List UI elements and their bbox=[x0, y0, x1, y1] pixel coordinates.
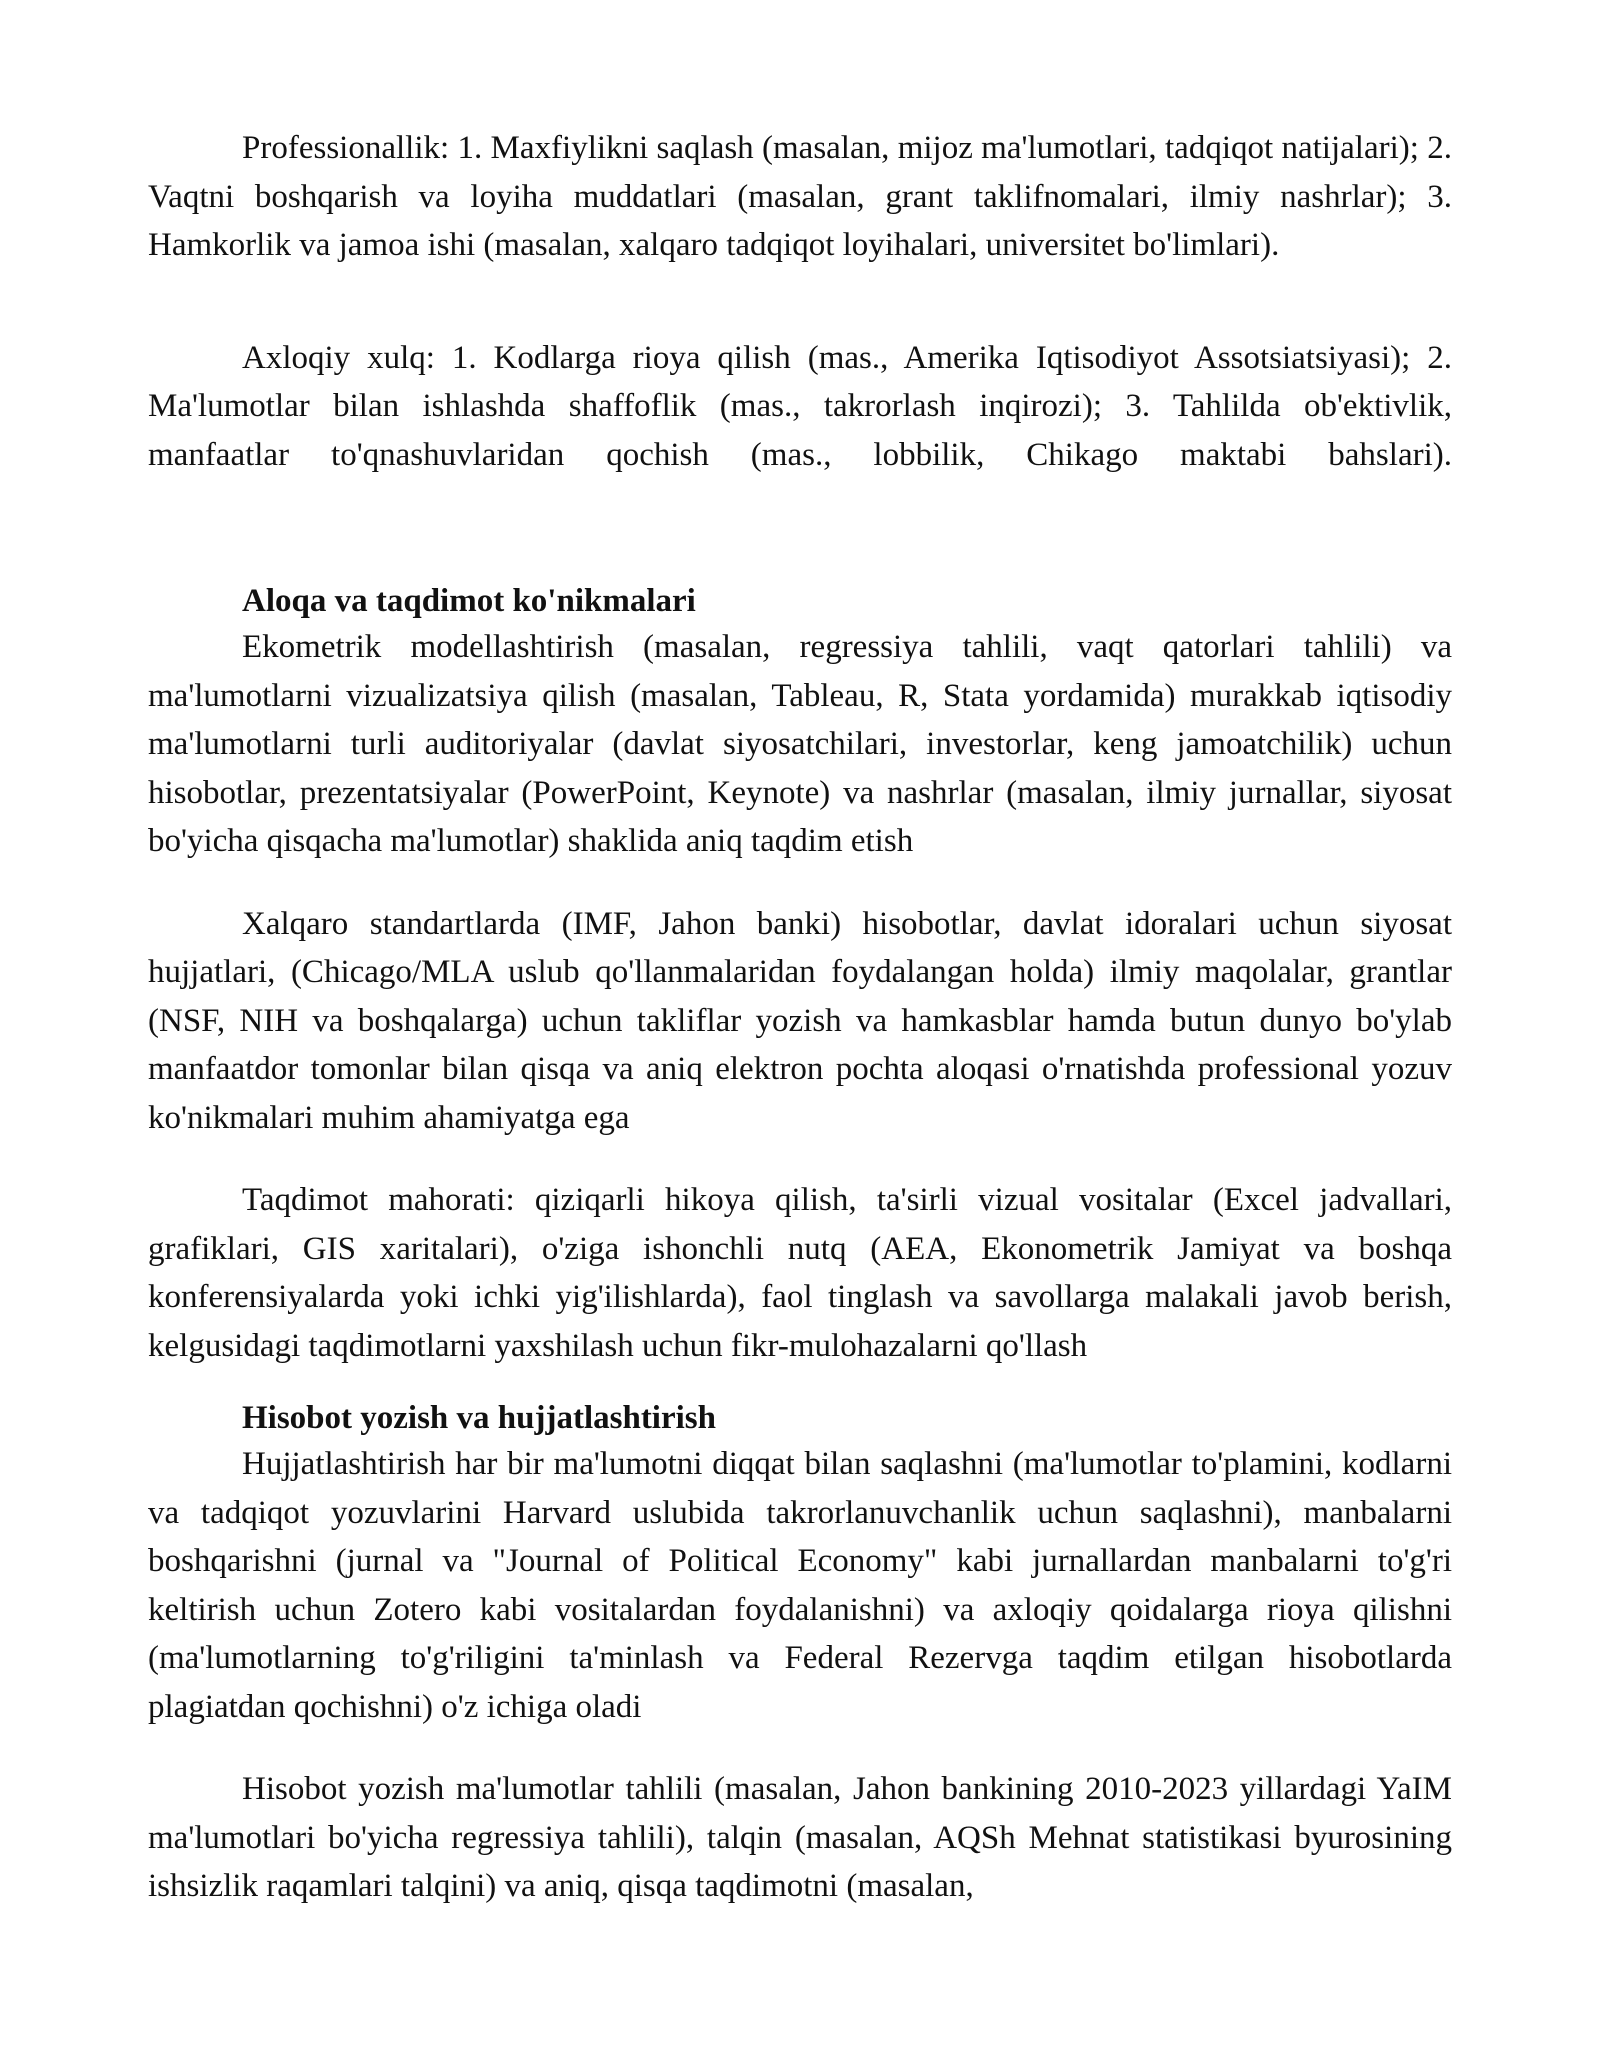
spacer bbox=[148, 1142, 1452, 1176]
spacer bbox=[148, 866, 1452, 900]
spacer bbox=[148, 1731, 1452, 1765]
paragraph-communication-econometrics: Ekometrik modellashtirish (masalan, regressiya tahlili, vaqt qatorlari tahlili) va ma'lumotlarni vizualizatsiya qilish (masalan, Tableau, R, Stata yordamida) murakkab iqtisodiy ma'lumotlarni turli auditoriyalar (davlat siyosatchilari, investorlar, keng jamoatchilik) uchun hisobotlar, prezentatsiyalar (PowerPoint, Keynote) va nashrlar (masalan, ilmiy jurnallar, siyosat bo'yicha qisqacha ma'lumotlar) shaklida aniq taqdim etish bbox=[148, 629, 1452, 859]
spacer bbox=[148, 270, 1452, 334]
document-body bbox=[148, 124, 1452, 1911]
paragraph-reporting-documentation: Hujjatlashtirish har bir ma'lumotni diqqat bilan saqlashni (ma'lumotlar to'plamini, kodlarni va tadqiqot yozuvlarini Harvard uslubida takrorlanuvchanlik uchun saqlashni), manbalarni boshqarishni (jurnal va "Journal of Political Economy" kabi jurnallardan manbalarni to'g'ri keltirish uchun Zotero kabi vositalardan foydalanishni) va axloqiy qoidalarga rioya qilishni (ma'lumotlarning to'g'riligini ta'minlash va Federal Rezervga taqdim etilgan hisobotlarda plagiatdan qochishni) o'z ichiga oladi bbox=[148, 1446, 1452, 1725]
paragraph-communication-presentation: Taqdimot mahorati: qiziqarli hikoya qilish, ta'sirli vizual vositalar (Excel jadvallari, grafiklari, GIS xaritalari), o'ziga ishonchli nutq (AEA, Ekonometrik Jamiyat va boshqa konferensiyalarda yoki ichki yig'ilishlarda), faol tinglash va savollarga malakali javob berish, kelgusidagi taqdimotlarni yaxshilash uchun fikr-mulohazalarni qo'llash bbox=[148, 1182, 1452, 1364]
paragraph-ethics: Axloqiy xulq: 1. Kodlarga rioya qilish (mas., Amerika Iqtisodiyot Assotsiatsiyasi); 2. Ma'lumotlar bilan ishlashda shaffoflik (mas., takrorlash inqirozi); 3. Tahlilda ob'ektivlik, manfaatlar to'qnashuvlaridan qochish (mas., lobbilik, Chikago maktabi bahslari). bbox=[148, 339, 1452, 473]
paragraph-professionalism: Professionallik: 1. Maxfiylikni saqlash (masalan, mijoz ma'lumotlari, tadqiqot natijalari); 2. Vaqtni boshqarish va loyiha muddatlari (masalan, grant taklifnomalari, ilmiy nashrlar); 3. Hamkorlik va jamoa ishi (masalan, xalqaro tadqiqot loyihalari, universitet bo'limlari). bbox=[148, 130, 1452, 263]
section-heading-communication: Aloqa va taqdimot ko'nikmalari bbox=[242, 583, 696, 619]
spacer bbox=[148, 1370, 1452, 1396]
section-heading-reporting: Hisobot yozish va hujjatlashtirish bbox=[242, 1400, 716, 1436]
spacer bbox=[148, 479, 1452, 579]
paragraph-communication-writing: Xalqaro standartlarda (IMF, Jahon banki) hisobotlar, davlat idoralari uchun siyosat hujjatlari, (Chicago/MLA uslub qo'llanmalaridan foydalangan holda) ilmiy maqolalar, grantlar (NSF, NIH va boshqalarga) uchun takliflar yozish va hamkasblar hamda butun dunyo bo'ylab manfaatdor tomonlar bilan qisqa va aniq elektron pochta aloqasi o'rnatishda professional yozuv ko'nikmalari muhim ahamiyatga ega bbox=[148, 905, 1452, 1136]
paragraph-reporting-writing: Hisobot yozish ma'lumotlar tahlili (masalan, Jahon bankining 2010-2023 yillardagi YaIM ma'lumotlari bo'yicha regressiya tahlili), talqin (masalan, AQSh Mehnat statistikasi byurosining ishsizlik raqamlari talqini) va aniq, qisqa taqdimotni (masalan, bbox=[148, 1771, 1452, 1904]
